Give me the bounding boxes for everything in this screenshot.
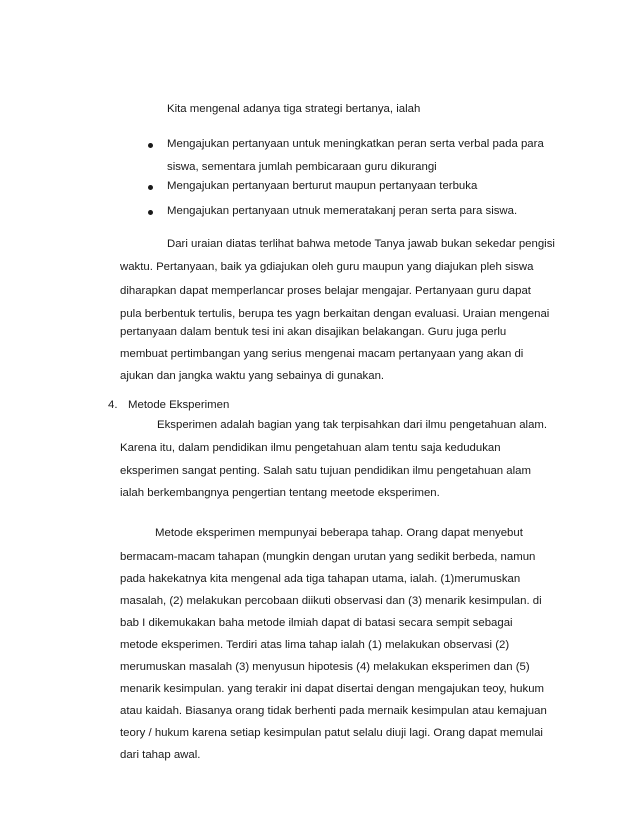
paragraph-line: dari tahap awal.	[120, 749, 201, 761]
paragraph-line: pertanyaan dalam bentuk tesi ini akan disajikan belakangan. Guru juga perlu	[120, 326, 507, 338]
paragraph-line: ajukan dan jangka waktu yang sebainya di gunakan.	[120, 370, 385, 382]
bullet-item-1-line-1: Mengajukan pertanyaan untuk meningkatkan peran serta verbal pada para	[167, 138, 544, 150]
paragraph-line: Dari uraian diatas terlihat bahwa metode Tanya jawab bukan sekedar pengisi	[167, 238, 555, 250]
paragraph-line: metode eksperimen. Terdiri atas lima tahap ialah (1) melakukan observasi (2)	[120, 639, 510, 651]
paragraph-line: Karena itu, dalam pendidikan ilmu pengetahuan alam tentu saja kedudukan	[120, 442, 501, 454]
paragraph-line: atau kaidah. Biasanya orang tidak berhenti pada mernaik kesimpulan atau kemajuan	[120, 705, 547, 717]
bullet-item-2: Mengajukan pertanyaan berturut maupun pertanyaan terbuka	[167, 180, 478, 192]
section-number: 4.	[108, 399, 118, 411]
section-heading: Metode Eksperimen	[128, 399, 230, 411]
intro-lead: Kita mengenal adanya tiga strategi bertanya, ialah	[167, 103, 421, 115]
bullet-dot	[148, 185, 153, 190]
paragraph-line: ialah berkembangnya pengertian tentang meetode eksperimen.	[120, 487, 440, 499]
paragraph-line: masalah, (2) melakukan percobaan diikuti observasi dan (3) menarik kesimpulan. di	[120, 595, 542, 607]
paragraph-line: pula berbentuk tertulis, berupa tes yagn berkaitan dengan evaluasi. Uraian mengenai	[120, 308, 550, 320]
paragraph-line: bab I dikemukakan baha metode ilmiah dapat di batasi secara sempit sebagai	[120, 617, 513, 629]
paragraph-line: bermacam-macam tahapan (mungkin dengan urutan yang sedikit berbeda, namun	[120, 551, 536, 563]
paragraph-line: membuat pertimbangan yang serius mengenai macam pertanyaan yang akan di	[120, 348, 524, 360]
paragraph-line: pada hakekatnya kita mengenal ada tiga tahapan utama, ialah. (1)merumuskan	[120, 573, 521, 585]
paragraph-line: Eksperimen adalah bagian yang tak terpisahkan dari ilmu pengetahuan alam.	[157, 419, 548, 431]
bullet-dot	[148, 210, 153, 215]
paragraph-line: teory / hukum karena setiap kesimpulan patut selalu diuji lagi. Orang dapat memulai	[120, 727, 543, 739]
paragraph-line: waktu. Pertanyaan, baik ya gdiajukan oleh guru maupun yang diajukan pleh siswa	[120, 261, 534, 273]
paragraph-line: eksperimen sangat penting. Salah satu tujuan pendidikan ilmu pengetahuan alam	[120, 465, 531, 477]
bullet-item-1-line-2: siswa, sementara jumlah pembicaraan guru dikurangi	[167, 161, 437, 173]
paragraph-line: Metode eksperimen mempunyai beberapa tahap. Orang dapat menyebut	[155, 527, 523, 539]
paragraph-line: diharapkan dapat memperlancar proses belajar mengajar. Pertanyaan guru dapat	[120, 285, 531, 297]
paragraph-line: merumuskan masalah (3) menyusun hipotesis (4) melakukan eksperimen dan (5)	[120, 661, 530, 673]
bullet-dot	[148, 143, 153, 148]
paragraph-line: menarik kesimpulan. yang terakir ini dapat disertai dengan mengajukan teoy, hukum	[120, 683, 545, 695]
bullet-item-3: Mengajukan pertanyaan utnuk memeratakanj peran serta para siswa.	[167, 205, 518, 217]
